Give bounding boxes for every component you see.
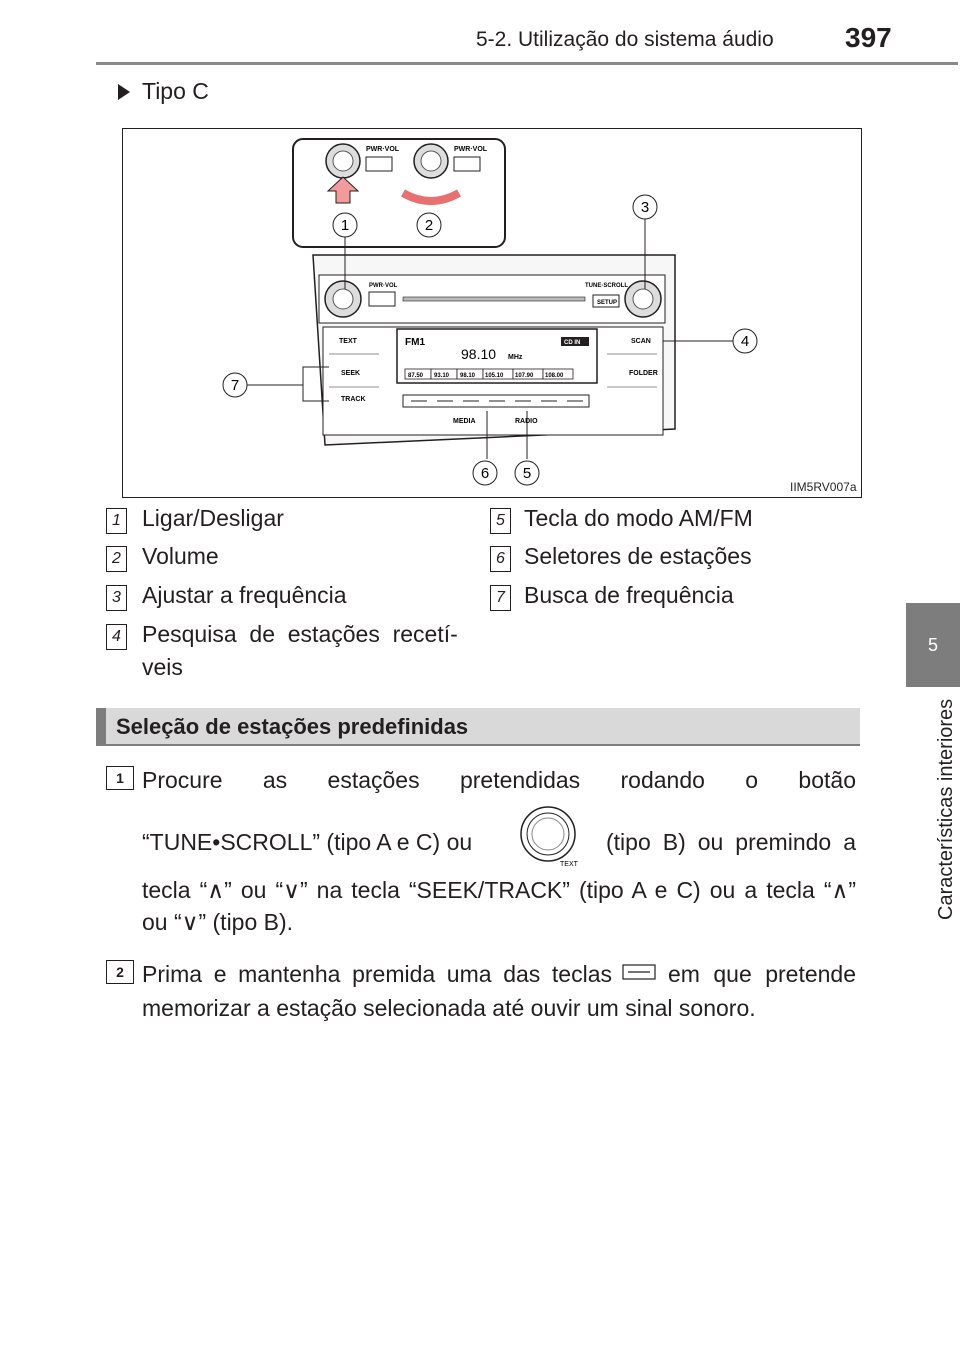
step-number-2: 2: [106, 960, 134, 984]
preset-strip: [405, 369, 573, 379]
legend-text-3: Ajustar a frequência: [142, 582, 347, 608]
legend-text-1: Ligar/Desligar: [142, 505, 284, 531]
svg-text:TEXT: TEXT: [560, 861, 578, 868]
svg-text:PWR·VOL: PWR·VOL: [369, 283, 398, 289]
svg-text:TRACK: TRACK: [341, 396, 366, 403]
svg-text:FOLDER: FOLDER: [629, 370, 658, 377]
subsection-title: Tipo C: [142, 78, 209, 104]
section-rule: [96, 744, 860, 746]
chapter-label: Características interiores: [935, 698, 957, 920]
legend-num-7: 7: [490, 585, 511, 611]
legend-num-4: 4: [106, 624, 127, 650]
legend-num-6: 6: [490, 546, 511, 572]
legend-text-5: Tecla do modo AM/FM: [524, 505, 753, 531]
svg-text:5: 5: [522, 465, 532, 482]
preset-key-icon: [622, 964, 656, 980]
step-1-line-4: ou “∨” (tipo B).: [142, 909, 294, 935]
legend-num-3: 3: [106, 585, 127, 611]
audio-unit-figure: [122, 128, 862, 498]
step-1-line-2b: (tipo B) ou premindo a: [606, 829, 856, 855]
svg-text:TEXT: TEXT: [339, 338, 357, 345]
figure-code: IIM5RV007a: [790, 480, 857, 494]
step-2-line-2: memorizar a estação selecionada até ouvir um sinal sonoro.: [142, 995, 756, 1021]
svg-text:MEDIA: MEDIA: [453, 418, 476, 425]
svg-text:FM1: FM1: [405, 337, 425, 348]
svg-text:7: 7: [230, 377, 240, 394]
svg-text:1: 1: [340, 217, 350, 234]
step-2-line-1b: em que pretende: [668, 961, 856, 987]
legend-num-5: 5: [490, 508, 511, 534]
legend-text-7: Busca de frequência: [524, 582, 734, 608]
page-number: 397: [845, 22, 892, 53]
svg-text:SCAN: SCAN: [631, 338, 651, 345]
step-number-1: 1: [106, 766, 134, 790]
inset-box: [293, 139, 505, 247]
svg-text:108.00: 108.00: [545, 373, 564, 379]
tune-knob-icon: [518, 804, 580, 868]
svg-text:93.10: 93.10: [434, 373, 450, 379]
inset-label-1: PWR·VOL: [366, 146, 400, 153]
svg-text:SETUP: SETUP: [597, 300, 618, 306]
svg-text:107.90: 107.90: [515, 373, 534, 379]
step-1-line-3: tecla “∧” ou “∨” na tecla “SEEK/TRACK” (tipo A e C) ou a tecla “∧”: [142, 877, 856, 903]
step-2-line-1a: Prima e mantenha premida uma das teclas: [142, 961, 612, 987]
step-1-line-2a: “TUNE•SCROLL” (tipo A e C) ou: [142, 829, 473, 855]
svg-text:6: 6: [480, 465, 490, 482]
section-title: Seleção de estações predefinidas: [116, 714, 469, 739]
legend-num-1: 1: [106, 508, 127, 534]
header-section-title: 5-2. Utilização do sistema áudio: [476, 28, 774, 51]
cd-slot: [403, 297, 585, 301]
svg-text:98.10: 98.10: [460, 373, 476, 379]
svg-text:MHz: MHz: [508, 354, 523, 361]
legend-text-4: Pesquisa de estações recetí-: [142, 621, 458, 647]
svg-text:RADIO: RADIO: [515, 418, 538, 425]
step-1-line-1: Procure as estações pretendidas rodando o botão: [142, 767, 856, 793]
legend-text-2: Volume: [142, 543, 219, 569]
inset-eject-2: [454, 157, 480, 171]
inset-eject-1: [366, 157, 392, 171]
svg-text:CD IN: CD IN: [564, 340, 581, 346]
legend-text-6: Seletores de estações: [524, 543, 752, 569]
audio-unit-illustration: [123, 129, 861, 497]
header-rule: [96, 62, 958, 65]
inset-label-2: PWR·VOL: [454, 146, 488, 153]
svg-text:87.50: 87.50: [408, 373, 424, 379]
legend-num-2: 2: [106, 546, 127, 572]
svg-text:SEEK: SEEK: [341, 370, 361, 377]
svg-text:3: 3: [640, 199, 650, 216]
svg-text:98.10: 98.10: [461, 346, 497, 362]
svg-text:4: 4: [740, 333, 750, 350]
svg-text:TUNE·SCROLL: TUNE·SCROLL: [585, 283, 628, 289]
svg-text:105.10: 105.10: [485, 373, 504, 379]
legend-text-4-cont: veis: [142, 654, 183, 680]
chapter-tab: 5: [906, 603, 960, 687]
bullet-arrow-icon: [118, 84, 130, 100]
svg-text:2: 2: [424, 217, 434, 234]
